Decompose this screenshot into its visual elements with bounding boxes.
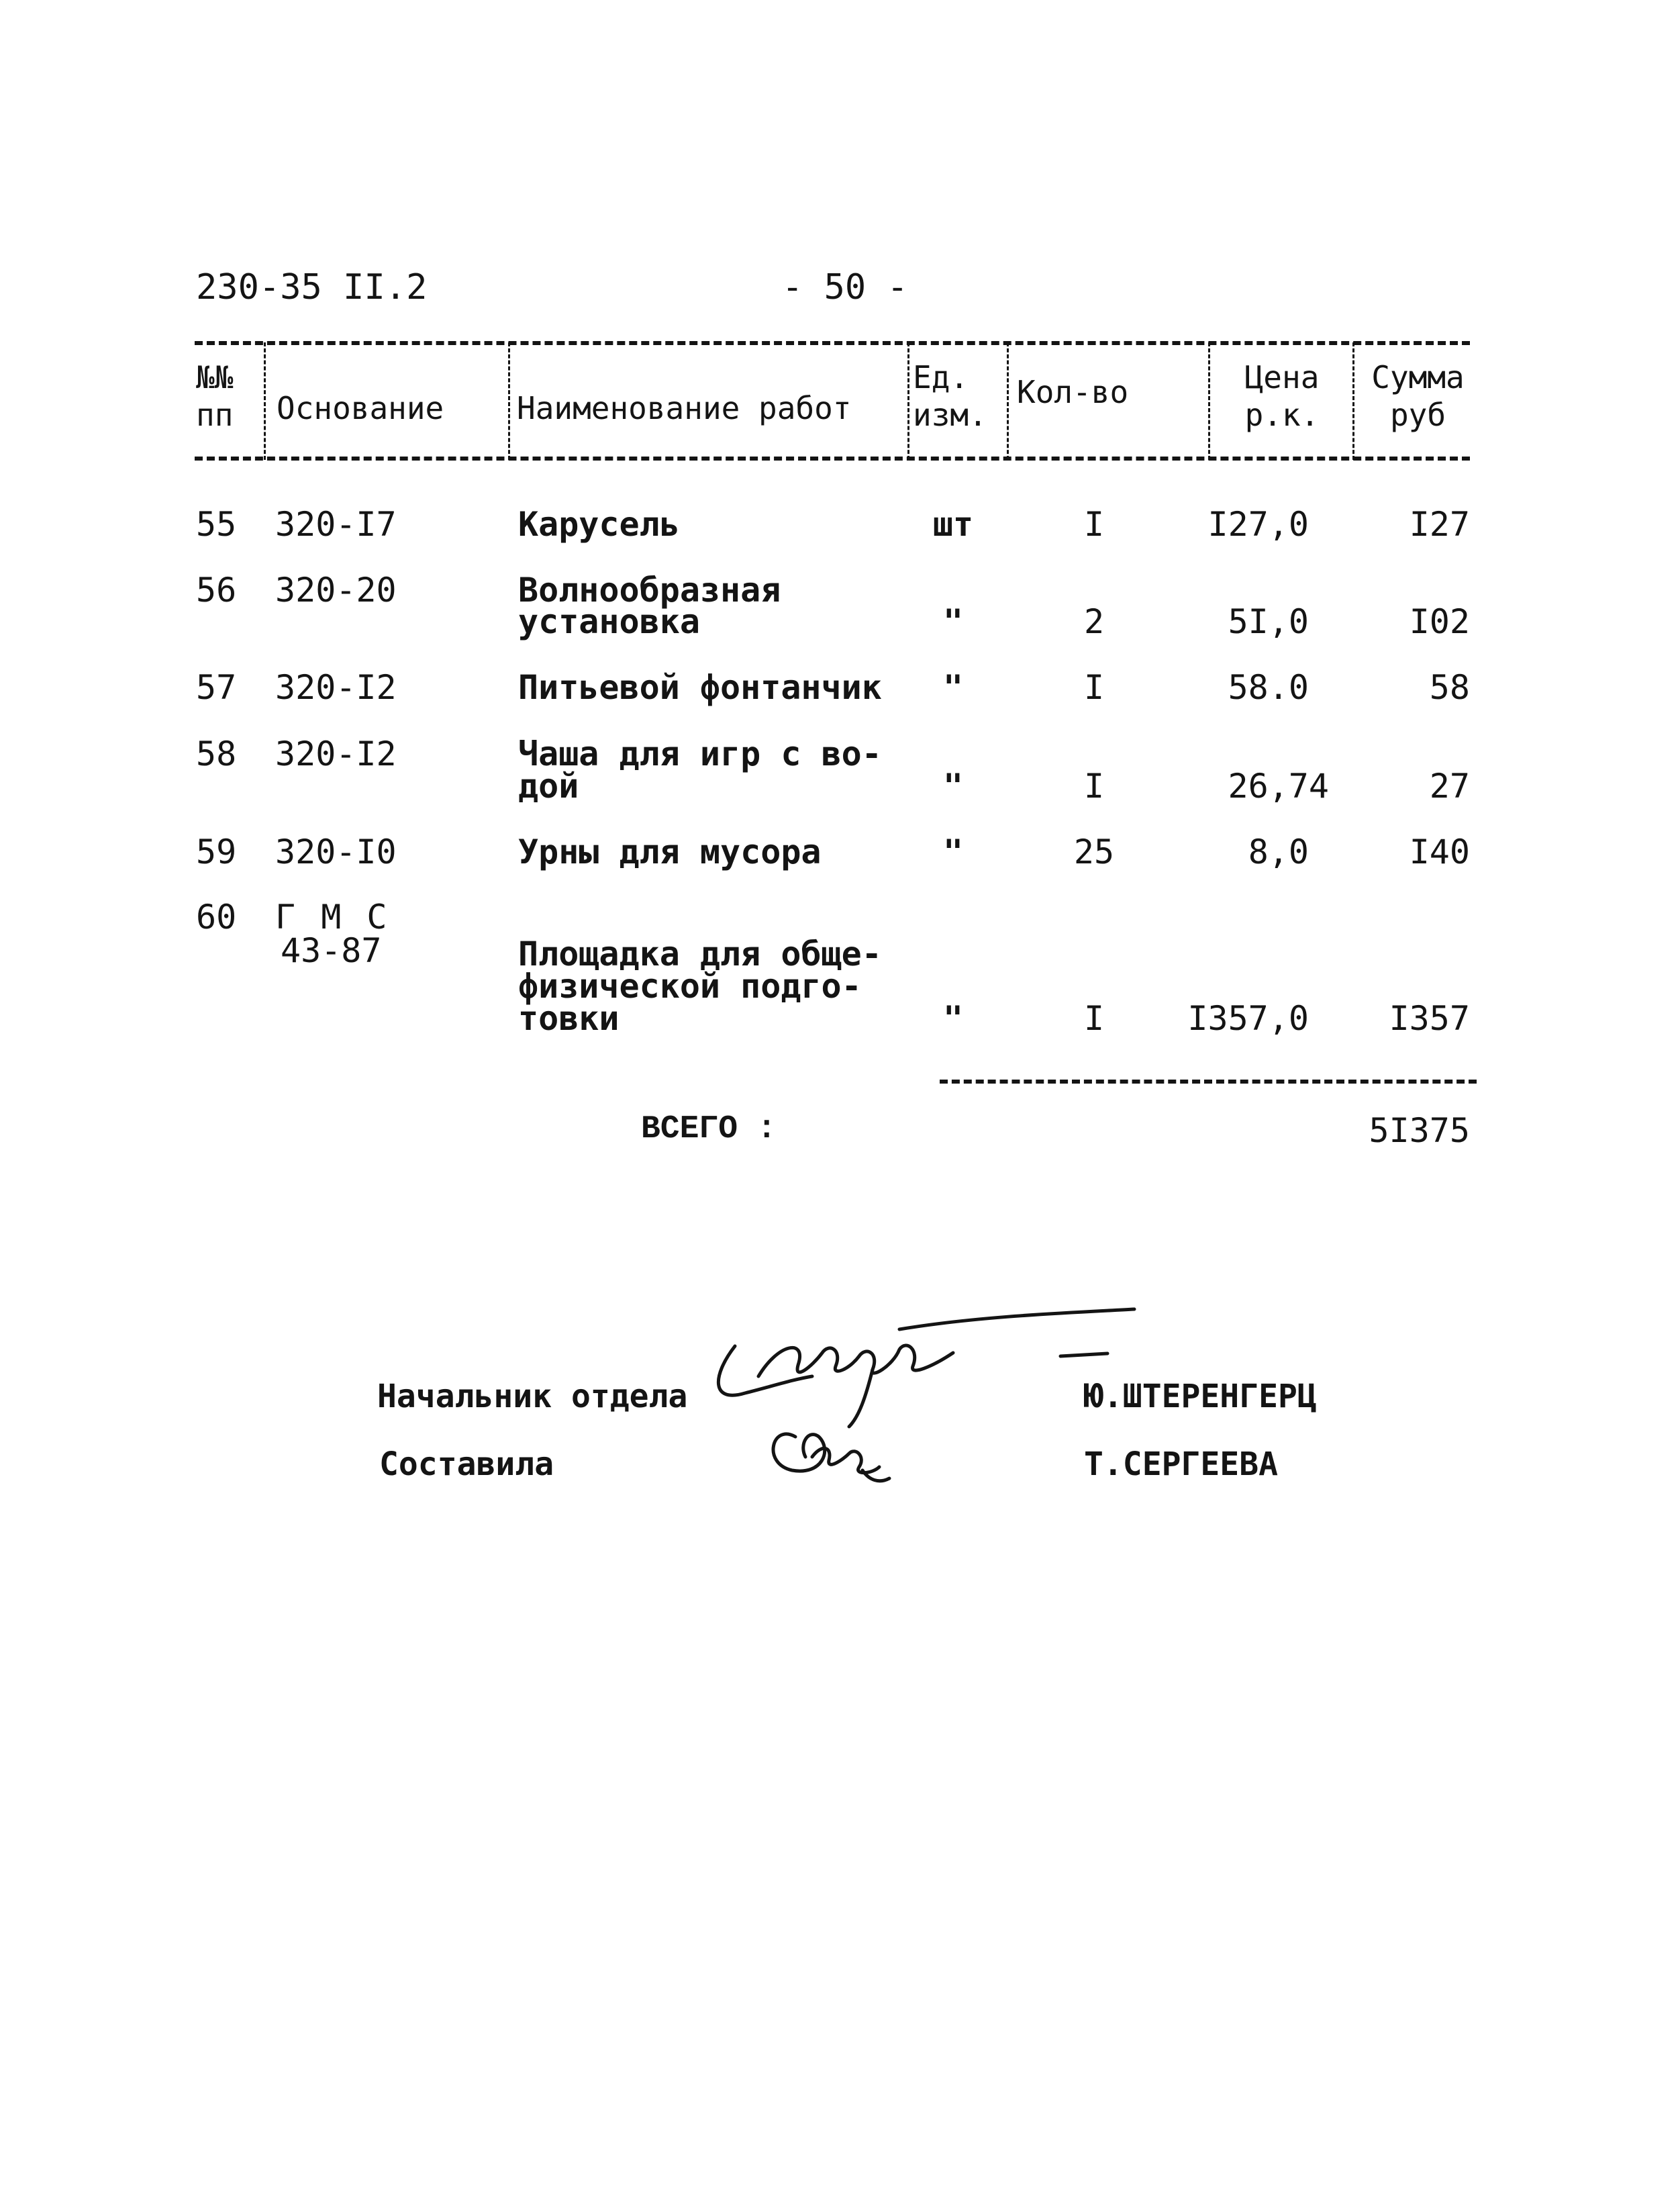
- header-qty: Кол-во: [1017, 374, 1129, 410]
- header-unit: [913, 359, 987, 434]
- row-60-unit: ": [942, 999, 964, 1038]
- header-num-line2: пп: [196, 397, 234, 433]
- row-60-qty: I: [1083, 999, 1105, 1038]
- row-58-sum: 27: [1429, 767, 1470, 806]
- row-56-sum: I02: [1409, 602, 1470, 641]
- row-57-num: 57: [196, 668, 237, 707]
- document-code: 230-35 II.2: [196, 267, 428, 307]
- row-56-name-line1: Волнообразная: [518, 571, 781, 610]
- col-separator-2: [508, 342, 510, 460]
- header-sum-line1: Сумма: [1371, 359, 1465, 395]
- row-58-name-line2: дой: [518, 767, 579, 806]
- row-60-num: 60: [196, 898, 237, 937]
- row-57-price: 58.0: [1228, 668, 1309, 707]
- col-separator-4: [1007, 342, 1009, 460]
- row-57-qty: I: [1083, 668, 1105, 707]
- col-separator-3: [907, 342, 909, 460]
- row-59-sum: I40: [1409, 833, 1470, 871]
- row-55-qty: I: [1083, 505, 1105, 544]
- row-57-name: Питьевой фонтанчик: [518, 668, 882, 707]
- row-57-sum: 58: [1429, 668, 1470, 707]
- row-60-basis-line2: 43-87: [281, 931, 382, 970]
- header-sum-line2: руб: [1389, 397, 1446, 433]
- row-55-sum: I27: [1409, 505, 1470, 544]
- row-57-unit: ": [942, 668, 964, 707]
- page-number: - 50 -: [782, 267, 908, 307]
- header-price: [1222, 359, 1342, 434]
- header-unit-line1: Ед.: [913, 359, 969, 395]
- signature-head-letters: [758, 1345, 953, 1376]
- row-60-sum: I357: [1389, 999, 1470, 1038]
- row-60-basis-line1: Г М С: [275, 898, 390, 937]
- row-56-qty: 2: [1083, 602, 1105, 641]
- row-59-name: Урны для мусора: [518, 833, 822, 871]
- row-57-basis: 320-I2: [275, 668, 397, 707]
- row-59-qty: 25: [1073, 833, 1115, 871]
- row-59-unit: ": [942, 833, 964, 871]
- signature-head-tail: [849, 1370, 873, 1427]
- row-58-name-line1: Чаша для игр с во-: [518, 734, 882, 773]
- col-separator-1: [264, 342, 266, 460]
- compiler-name: Т.СЕРГЕЕВА: [1084, 1445, 1278, 1483]
- row-59-num: 59: [196, 833, 237, 871]
- row-55-basis: 320-I7: [275, 505, 397, 544]
- row-55-price: I27,0: [1207, 505, 1309, 544]
- row-60-price: I357,0: [1187, 999, 1309, 1038]
- row-56-unit: ": [942, 602, 964, 641]
- header-sum: [1359, 359, 1477, 434]
- row-56-name-line2: установка: [518, 602, 700, 641]
- header-name: Наименование работ: [517, 390, 852, 426]
- row-56-num: 56: [196, 571, 237, 610]
- header-num: [196, 359, 256, 434]
- head-of-department-title: Начальник отдела: [377, 1378, 688, 1415]
- row-60-name-line1: Площадка для обще-: [518, 935, 882, 973]
- header-num-line1: №№: [196, 359, 234, 395]
- row-58-qty: I: [1083, 767, 1105, 806]
- row-56-basis: 320-20: [275, 571, 397, 610]
- table-top-rule: [195, 341, 1470, 345]
- header-unit-line2: изм.: [913, 397, 987, 433]
- head-of-department-name: Ю.ШТЕРЕНГЕРЦ: [1084, 1378, 1317, 1415]
- col-separator-6: [1352, 342, 1354, 460]
- total-rule: [940, 1080, 1477, 1084]
- row-58-basis: 320-I2: [275, 734, 397, 773]
- row-58-unit: ": [942, 767, 964, 806]
- row-55-unit: шт: [932, 505, 974, 544]
- row-55-name: Карусель: [518, 505, 680, 544]
- handwritten-signatures: [698, 1302, 1181, 1517]
- table-header-bottom-rule: [195, 457, 1470, 461]
- row-56-price: 5I,0: [1228, 602, 1309, 641]
- header-basis: Основание: [277, 390, 444, 426]
- row-59-price: 8,0: [1248, 833, 1309, 871]
- signature-head-underline: [899, 1309, 1134, 1329]
- row-59-basis: 320-I0: [275, 833, 397, 871]
- row-60-name-line2: физической подго-: [518, 967, 862, 1006]
- compiler-title: Составила: [379, 1445, 554, 1483]
- col-separator-5: [1208, 342, 1210, 460]
- total-label: ВСЕГО :: [641, 1111, 777, 1147]
- row-55-num: 55: [196, 505, 237, 544]
- header-price-line1: Цена: [1244, 359, 1320, 395]
- row-58-price: 26,74: [1228, 767, 1329, 806]
- total-value: 5I375: [1369, 1111, 1470, 1150]
- header-price-line2: р.к.: [1244, 397, 1320, 433]
- signature-head-dash: [1060, 1353, 1107, 1356]
- row-60-name-line3: товки: [518, 999, 620, 1038]
- row-58-num: 58: [196, 734, 237, 773]
